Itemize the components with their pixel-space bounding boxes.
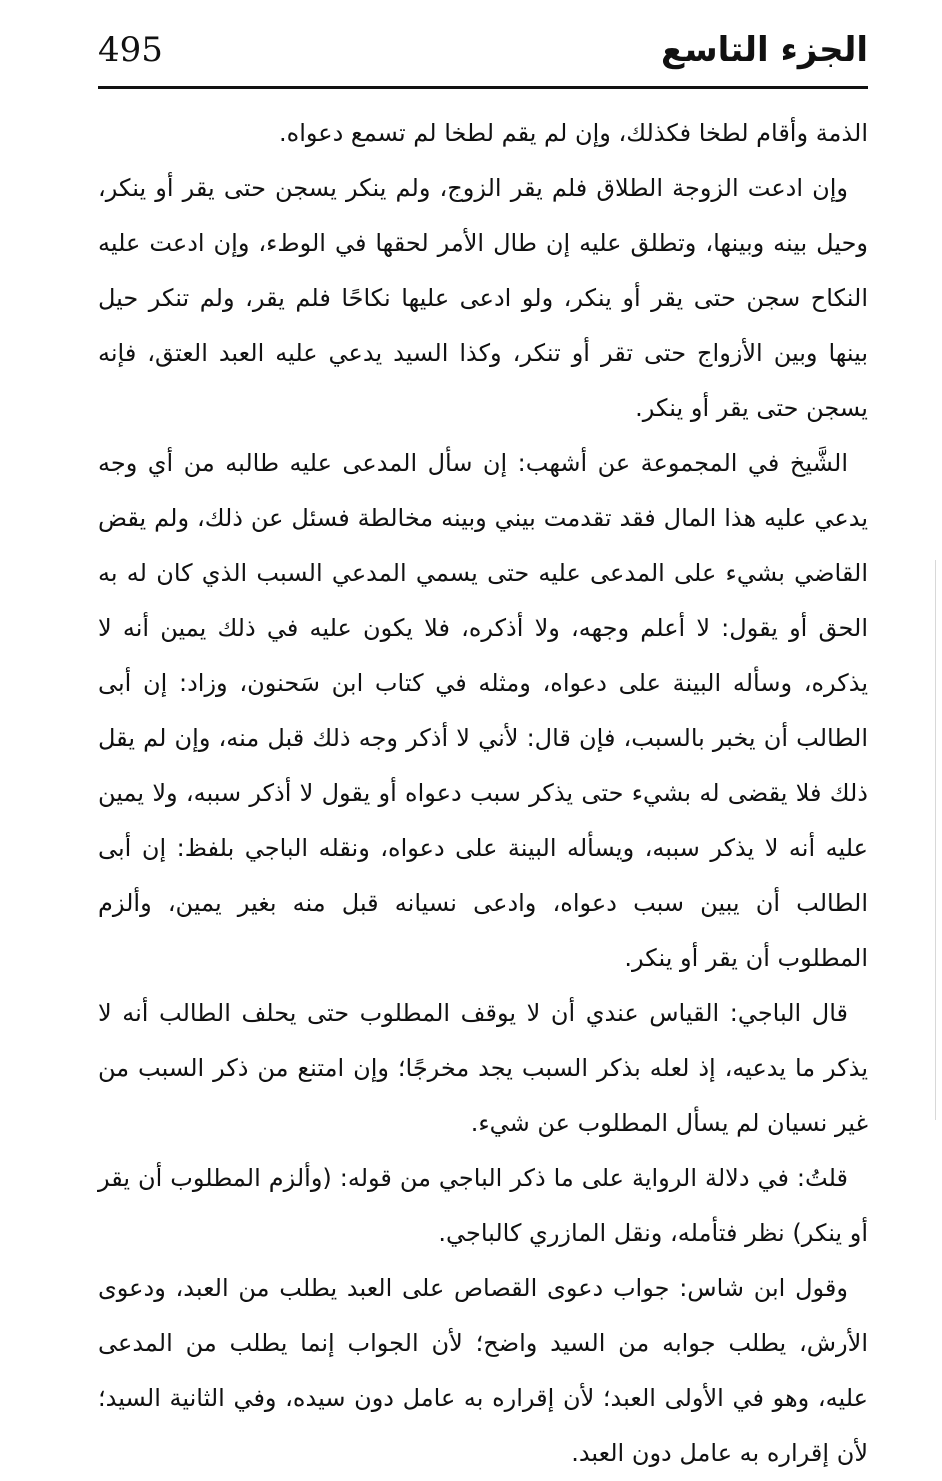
paragraph: وإن ادعت الزوجة الطلاق فلم يقر الزوج، ولم ينكر يسجن حتى يقر أو ينكر، وحيل بينه وبينها، وتطلق عليه إن طال الأمر لحقها في الوطء، وإن ادعت عليه النكاح سجن حتى يقر أو ينكر، ولو ادعى عليها نكاحًا فلم يقر، ولم تنكر حيل بينها وبين الأزواج حتى تقر أو تنكر، وكذا السيد يدعي عليه العبد العتق، فإنه يسجن حتى يقر أو ينكر. <box>98 174 868 422</box>
paragraph: قال الباجي: القياس عندي أن لا يوقف المطلوب حتى يحلف الطالب أنه لا يذكر ما يدعيه، إذ لعله بذكر السبب يجد مخرجًا؛ وإن امتنع من ذكر السبب من غير نسيان لم يسأل المطلوب عن شيء. <box>98 999 868 1137</box>
page-header <box>98 28 868 84</box>
body-text <box>98 106 868 1481</box>
paragraph: الشَّيخ في المجموعة عن أشهب: إن سأل المدعى عليه طالبه من أي وجه يدعي عليه هذا المال فقد تقدمت بيني وبينه مخالطة فسئل عن ذلك، ولم يقض القاضي بشيء على المدعى عليه حتى يسمي المدعي السبب الذي كان له به الحق أو يقول: لا أعلم وجهه، ولا أذكره، فلا يكون عليه في ذلك يمين أنه لا يذكره، وسأله البينة على دعواه، ومثله في كتاب ابن سَحنون، وزاد: إن أبى الطالب أن يخبر بالسبب، فإن قال: لأني لا أذكر وجه ذلك قبل منه، وإن لم يقل ذلك فلا يقضى له بشيء حتى يذكر سبب دعواه أو يقول لا أذكر سببه، ولا يمين عليه أنه لا يذكر سببه، ويسأله البينة على دعواه، ونقله الباجي بلفظ: إن أبى الطالب أن يبين سبب دعواه، وادعى نسيانه قبل منه بغير يمين، وألزم المطلوب أن يقر أو ينكر. <box>98 449 868 972</box>
page-number: 495 <box>98 30 163 70</box>
paragraph: قلتُ: في دلالة الرواية على ما ذكر الباجي من قوله: (وألزم المطلوب أن يقر أو ينكر) نظر فتأمله، ونقل المازري كالباجي. <box>98 1164 868 1247</box>
header-rule <box>98 86 868 89</box>
paragraph: وقول ابن شاس: جواب دعوى القصاص على العبد يطلب من العبد، ودعوى الأرش، يطلب جوابه من السيد واضح؛ لأن الجواب إنما يطلب من المدعى عليه، وهو في الأولى العبد؛ لأن إقراره به عامل دون سيده، وفي الثانية السيد؛ لأن إقراره به عامل دون العبد. <box>98 1274 868 1467</box>
running-title: الجزء التاسع <box>660 30 868 70</box>
scan-edge-line <box>935 560 936 1120</box>
paragraph: الذمة وأقام لطخا فكذلك، وإن لم يقم لطخا لم تسمع دعواه. <box>279 119 868 147</box>
